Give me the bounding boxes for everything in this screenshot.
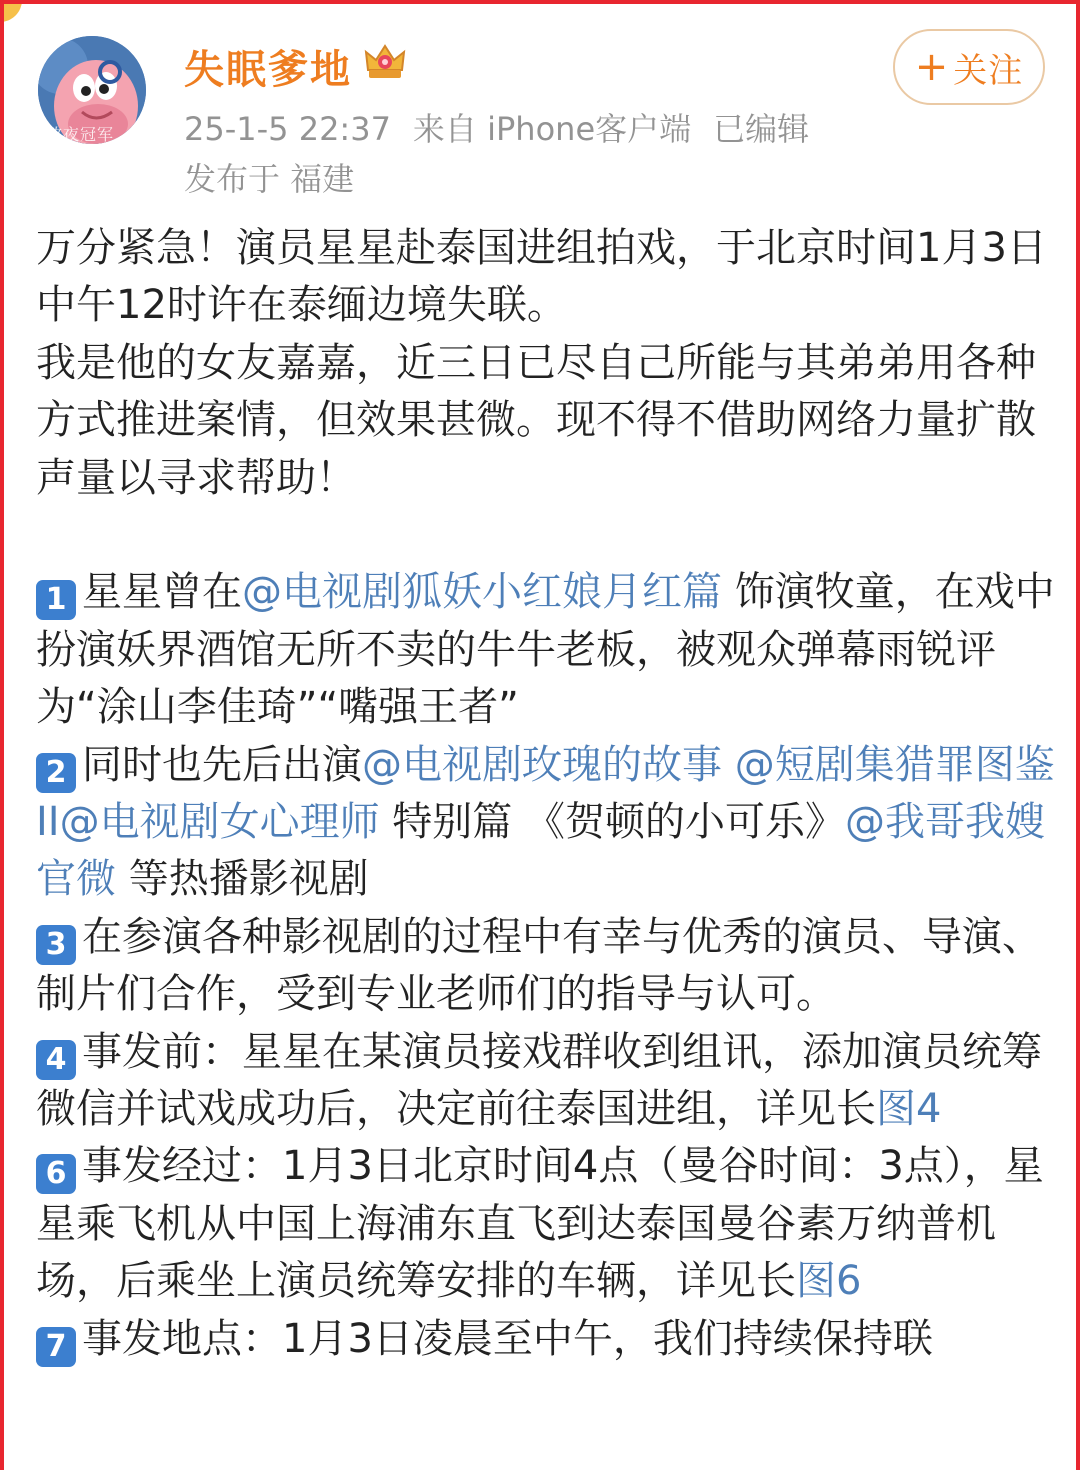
list-item [36, 909, 1056, 1024]
edited-label[interactable]: 已编辑 [713, 110, 810, 148]
number-badge-icon: 7 [36, 1327, 76, 1367]
source-link[interactable]: iPhone客户端 [487, 110, 692, 148]
image-link[interactable]: 图4 [876, 1086, 942, 1133]
list-item [36, 1138, 1056, 1310]
mention-link[interactable]: @我哥我嫂官微 [36, 799, 1046, 903]
list-item [36, 737, 1056, 909]
item-text: 特别篇 《贺顿的小可乐》 [379, 799, 846, 846]
list-item [36, 1024, 1056, 1139]
mention-link[interactable]: @短剧集猎罪图鉴 II [36, 741, 1055, 846]
mention-link[interactable]: @电视剧玫瑰的故事 [362, 741, 722, 788]
mention-link[interactable]: @电视剧狐妖小红娘月红篇 [242, 569, 722, 616]
item-text: 等热播影视剧 [116, 856, 369, 903]
user-name[interactable]: 失眠爹地 [184, 47, 352, 93]
post-location: 发布于 福建 [184, 160, 355, 198]
item-text: 事发前：星星在某演员接戏群收到组讯，添加演员统筹微信并试戏成功后，决定前往泰国进组，详见长 [36, 1028, 1042, 1133]
follow-button[interactable] [893, 29, 1045, 105]
item-text: 星星曾在 [82, 569, 242, 616]
number-badge-icon: 6 [36, 1154, 76, 1194]
number-badge-icon: 2 [36, 753, 76, 793]
post-timestamp: 25-1-5 22:37 [184, 110, 391, 148]
follow-label: 关注 [953, 50, 1024, 91]
item-text: 在参演各种影视剧的过程中有幸与优秀的演员、导演、制片们合作，受到专业老师们的指导与认可。 [36, 913, 1042, 1018]
number-badge-icon: 3 [36, 925, 76, 965]
mention-link[interactable]: @电视剧女心理师 [59, 799, 380, 846]
post-meta [184, 104, 809, 150]
corner-decoration [0, 0, 22, 22]
avatar-caption: 熬夜冠军 [46, 125, 115, 144]
post-intro-2: 我是他的女友嘉嘉，近三日已尽自己所能与其弟弟用各种方式推进案情，但效果甚微。现不得不借助网络力量扩散声量以寻求帮助！ [36, 339, 1036, 501]
image-link[interactable]: 图6 [796, 1258, 862, 1305]
item-text: 饰演牧童，在戏中扮演妖界酒馆无所不卖的牛牛老板，被观众弹幕雨锐评为“涂山李佳琦”“嘴强王者” [36, 569, 1055, 731]
list-item [36, 1311, 1056, 1368]
list-item [36, 564, 1056, 736]
post-intro: 万分紧急！演员星星赴泰国进组拍戏，于北京时间1月3日中午12时许在泰缅边境失联。 [36, 225, 1047, 329]
number-badge-icon: 1 [36, 580, 76, 620]
crown-icon [362, 42, 408, 82]
post-body [36, 220, 1056, 1368]
item-text: 事发经过：1月3日北京时间4点（曼谷时间：3点），星星乘飞机从中国上海浦东直飞到达泰国曼谷素万纳普机场，后乘坐上演员统筹安排的车辆，详见长 [36, 1143, 1044, 1305]
spacer [36, 507, 1056, 564]
plus-icon: + [914, 44, 950, 90]
item-text: 同时也先后出演 [82, 741, 362, 788]
number-badge-icon: 4 [36, 1040, 76, 1080]
item-text: 事发地点：1月3日凌晨至中午，我们持续保持联 [82, 1315, 933, 1362]
source-prefix: 来自 [412, 110, 477, 148]
